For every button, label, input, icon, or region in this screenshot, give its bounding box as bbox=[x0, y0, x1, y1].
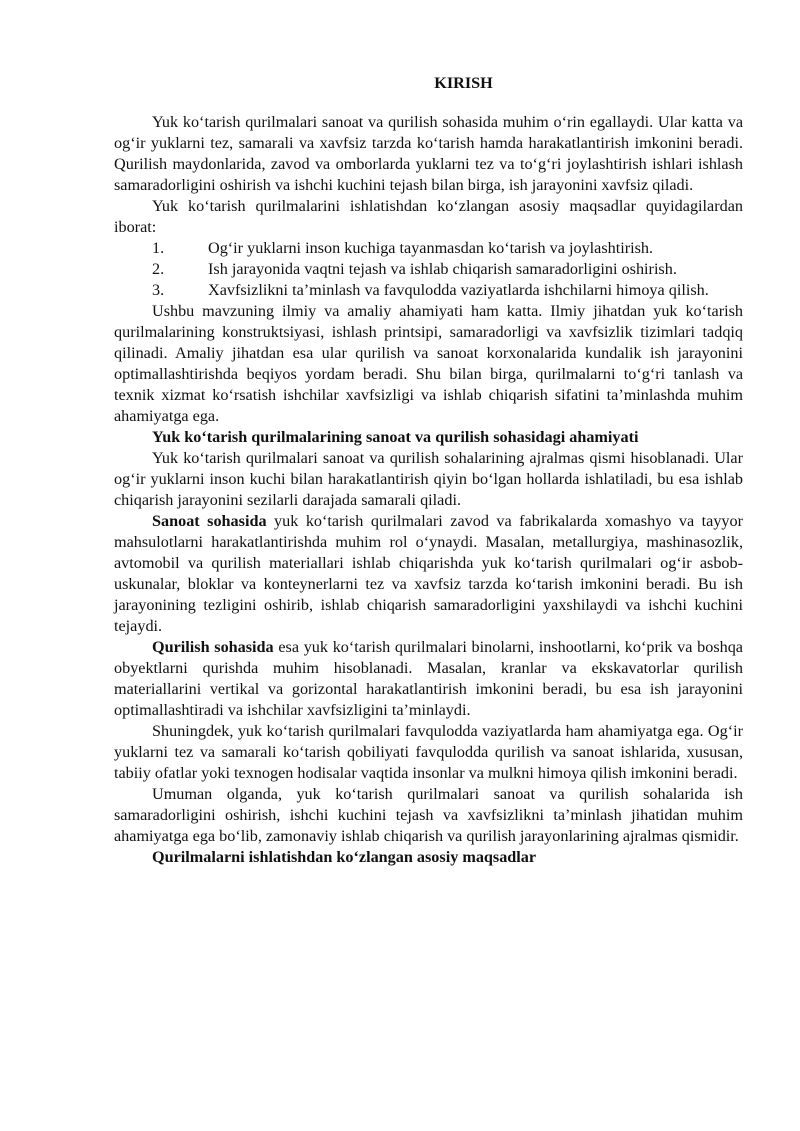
section-heading: Qurilmalarni ishlatishdan ko‘zlangan asosiy maqsadlar bbox=[152, 848, 537, 866]
list-text: Ish jarayonida vaqtni tejash va ishlab chiqarish samaradorligini oshirish. bbox=[208, 260, 677, 278]
list-number: 3. bbox=[152, 281, 165, 299]
list-number: 1. bbox=[152, 239, 165, 257]
list-item bbox=[114, 238, 743, 259]
intro-paragraph: Yuk ko‘tarish qurilmalari sanoat va qurilish sohasida muhim o‘rin egallaydi. Ular katta va og‘ir yuklarni tez, samarali va xavfsiz tarzda ko‘tarish hamda harakatlantirish imkonini beradi. Qurilish maydonlarida, zavod va omborlarda yuklarni tez va to‘g‘ri joylashtirish ishlari ishlash samaradorligini oshirish va ishchi kuchini tejash bilan birga, ish jarayonini xavfsiz qiladi. bbox=[114, 113, 743, 194]
industry-paragraph bbox=[114, 511, 743, 637]
list-number: 2. bbox=[152, 260, 165, 278]
page-title: KIRISH bbox=[434, 74, 493, 92]
list-item bbox=[114, 259, 743, 280]
list-text: Og‘ir yuklarni inson kuchiga tayanmasdan ko‘tarish va joylashtirish. bbox=[208, 239, 654, 257]
body-paragraph: Yuk ko‘tarish qurilmalari sanoat va qurilish sohalarining ajralmas qismi hisoblanadi. Ular og‘ir yuklarni inson kuchi bilan harakatlantirish qiyin bo‘lgan hollarda ishlatiladi, bu esa ishlab chiqarish jarayonini sezilarli darajada samarali qiladi. bbox=[114, 449, 743, 509]
section-heading: Yuk ko‘tarish qurilmalarining sanoat va qurilish sohasidagi ahamiyati bbox=[152, 428, 639, 446]
goals-intro-paragraph: Yuk ko‘tarish qurilmalarini ishlatishdan ko‘zlangan asosiy maqsadlar quyidagilardan iborat: bbox=[114, 197, 743, 236]
paragraph-text: yuk ko‘tarish qurilmalari zavod va fabrikalarda xomashyo va tayyor mahsulotlarni harakatlantirishda muhim rol o‘ynaydi. Masalan, metallurgiya, mashinasozlik, avtomobil va qurilish materiallari ishlab chiqarishda yuk ko‘tarish qurilmalari og‘ir asbob-uskunalar, bloklar va konteynerlarni tez va xavfsiz tarzda ko‘tarish imkonini beradi. Bu ish jarayonining tezligini oshirib, ishlab chiqarish samaradorligini yaxshilaydi va ishchi kuchini tejaydi. bbox=[114, 512, 743, 635]
bold-term: Qurilish sohasida bbox=[152, 638, 274, 656]
emergency-paragraph: Shuningdek, yuk ko‘tarish qurilmalari favqulodda vaziyatlarda ham ahamiyatga ega. Og‘ir yuklarni tez va samarali ko‘tarish qobiliyati favqulodda qurilish va sanoat ishlarida, xususan, tabiiy ofatlar yoki texnogen hodisalar vaqtida insonlar va mulkni himoya qilish imkonini beradi. bbox=[114, 722, 743, 782]
paragraph-text: esa yuk ko‘tarish qurilmalari binolarni, inshootlarni, ko‘prik va boshqa obyektlarni qurishda muhim hisoblanadi. Masalan, kranlar va ekskavatorlar qurilish materiallarini vertikal va gorizontal harakatlantirish imkonini beradi, bu esa ish jarayonini optimallashtiradi va ishchilar xavfsizligini ta’minlaydi. bbox=[114, 638, 743, 719]
list-text: Xavfsizlikni ta’minlash va favqulodda vaziyatlarda ishchilarni himoya qilish. bbox=[208, 281, 709, 299]
significance-paragraph: Ushbu mavzuning ilmiy va amaliy ahamiyati ham katta. Ilmiy jihatdan yuk ko‘tarish qurilmalarining konstruktsiyasi, ishlash printsipi, samaradorligi va xavfsizlik tizimlari tadqiq qilinadi. Amaliy jihatdan esa ular qurilish va sanoat korxonalarida kundalik ish jarayonini optimallashtirishda beqiyos yordam beradi. Shu bilan birga, qurilmalarni to‘g‘ri tanlash va texnik xizmat ko‘rsatish ishchilar xavfsizligi va ishlab chiqarish sifatini ta’minlashda muhim ahamiyatga ega. bbox=[114, 302, 743, 425]
bold-term: Sanoat sohasida bbox=[152, 512, 267, 530]
conclusion-paragraph: Umuman olganda, yuk ko‘tarish qurilmalari sanoat va qurilish sohalarida ish samaradorligini oshirish, ishchi kuchini tejash va xavfsizlikni ta’minlash jihatidan muhim ahamiyatga ega bo‘lib, zamonaviy ishlab chiqarish va qurilish jarayonlarining ajralmas qismidir. bbox=[114, 785, 743, 845]
list-item bbox=[114, 280, 743, 301]
construction-paragraph bbox=[114, 637, 743, 721]
